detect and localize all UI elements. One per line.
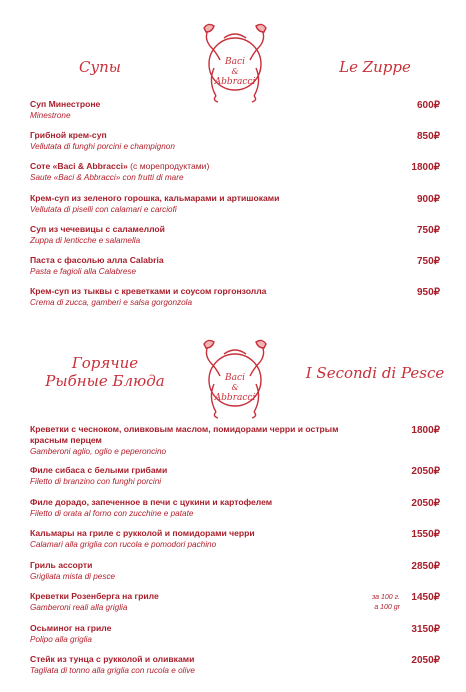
menu-item-name	[30, 161, 360, 172]
menu-item-name	[30, 286, 360, 297]
menu-item-name	[30, 424, 360, 446]
menu-item-italian: Vellutata di piselli con calamari e carciofi	[30, 205, 177, 214]
menu-item-price: 3150₽	[411, 624, 440, 635]
menu-item-italian: Filetto di branzino con funghi porcini	[30, 477, 162, 486]
menu-item-italian: Zuppa di lenticche e salamella	[30, 236, 141, 245]
soups-header	[0, 0, 466, 100]
logo-text-3: Abbracci	[214, 77, 256, 87]
soups-title-it: Le Zuppe	[339, 58, 411, 76]
menu-item-price: 2050₽	[411, 655, 440, 666]
menu-item	[30, 654, 440, 676]
menu-item-unit-ru: за 100 г.	[371, 594, 400, 601]
logo-text-1: Baci	[225, 373, 245, 383]
menu-item-unit-it: a 100 gr	[374, 604, 400, 611]
menu-item-name	[30, 255, 360, 266]
menu-item-name	[30, 497, 360, 508]
menu-item-italian: Minestrone	[30, 111, 71, 120]
menu-item-name-text: Крем-суп из зеленого горошка, кальмарами и артишоками	[30, 193, 280, 203]
menu-item-price: 900₽	[416, 194, 440, 205]
menu-item-italian: Filetto di orata al forno con zucchine e patate	[30, 509, 194, 518]
menu-item-name-text: Креветки с чесноком, оливковым маслом, помидорами черри и острым красным перцем	[30, 424, 339, 445]
menu-item-name-text: Гриль ассорти	[30, 560, 93, 570]
menu-item-price: 1800₽	[411, 425, 440, 436]
menu-item-italian: Grigliata mista di pesce	[30, 572, 116, 581]
menu-item-name	[30, 528, 360, 539]
menu-item-price: 750₽	[416, 256, 440, 267]
menu-item-unit	[372, 593, 400, 613]
menu-item-italian: Tagliata di tonno alla griglia con rucola e olive	[30, 666, 195, 675]
logo-text-2: &	[231, 67, 239, 76]
menu-item-name	[30, 465, 360, 476]
menu-item-name-text: Суп из чечевицы с саламеллой	[30, 224, 165, 234]
menu-item-italian: Gamberoni reali alla griglia	[30, 603, 128, 612]
menu-item-price: 950₽	[416, 287, 440, 298]
fish-section	[0, 326, 466, 675]
soups-list	[30, 99, 440, 317]
menu-item-name-text: Грибной крем-суп	[30, 130, 107, 140]
menu-item	[30, 255, 440, 277]
menu-item-name	[30, 193, 360, 204]
menu-item-italian: Vellutata di funghi porcini e champignon	[30, 142, 175, 151]
fish-title-ru-line2: Рыбные Блюда	[45, 372, 165, 390]
menu-item-italian: Calamari alla griglia con rucola e pomodori pachino	[30, 540, 217, 549]
fish-header	[0, 326, 466, 426]
menu-item-italian: Saute «Baci & Abbracci» con frutti di mare	[30, 173, 184, 182]
menu-item-italian: Pasta e fagioli alla Calabrese	[30, 267, 137, 276]
fish-list	[30, 424, 440, 685]
menu-item-name	[30, 224, 360, 235]
menu-item-name	[30, 623, 360, 634]
menu-item-name-text: Филе сибаса с белыми грибами	[30, 465, 168, 475]
soups-section	[0, 0, 466, 307]
menu-item-price: 2050₽	[411, 466, 440, 477]
menu-item	[30, 465, 440, 487]
menu-item-italian: Gamberoni aglio, oglio e peperoncino	[30, 447, 167, 456]
menu-item-name	[30, 99, 360, 110]
logo-text-1: Baci	[225, 57, 245, 67]
soups-title-ru: Супы	[78, 58, 122, 76]
menu-item-name-text: Суп Минестроне	[30, 99, 101, 109]
menu-item-name-text: Креветки Розенберга на гриле	[30, 591, 159, 601]
menu-item-name-text: Крем-суп из тыквы с креветками и соусом горгонзолла	[30, 286, 267, 296]
fish-title-ru	[40, 354, 170, 390]
menu-item	[30, 560, 440, 582]
menu-item-name-text: Стейк из тунца с рукколой и оливками	[30, 654, 195, 664]
menu-item-name-text: Соте «Baci & Abbracci»	[30, 161, 128, 171]
menu-item-note: (с морепродуктами)	[127, 161, 210, 171]
menu-item-price: 850₽	[416, 131, 440, 142]
logo-text-2: &	[231, 383, 239, 392]
menu-item	[30, 224, 440, 246]
menu-item	[30, 161, 440, 183]
logo-text-3: Abbracci	[214, 393, 256, 403]
menu-item-name-text: Филе дорадо, запеченное в печи с цукини и картофелем	[30, 497, 273, 507]
menu-item-italian: Crema di zucca, gamberi e salsa gorgonzola	[30, 298, 193, 307]
menu-item-price: 1800₽	[411, 162, 440, 173]
menu-item-name-text: Осьминог на гриле	[30, 623, 112, 633]
menu-item-price: 750₽	[416, 225, 440, 236]
menu-item-price: 600₽	[416, 100, 440, 111]
menu-item-italian: Polipo alla griglia	[30, 635, 92, 644]
menu-item	[30, 99, 440, 121]
menu-item	[30, 497, 440, 519]
menu-item-price: 2050₽	[411, 498, 440, 509]
menu-item-price: 2850₽	[411, 561, 440, 572]
menu-item	[30, 528, 440, 550]
menu-item	[30, 424, 440, 457]
lobster-logo	[190, 16, 280, 106]
menu-item	[30, 193, 440, 215]
menu-item	[30, 130, 440, 152]
menu-item	[30, 286, 440, 308]
menu-item-price: 1550₽	[411, 529, 440, 540]
lobster-logo	[190, 332, 280, 422]
fish-title-it: I Secondi di Pesce	[305, 364, 445, 382]
menu-item-name	[30, 130, 360, 141]
fish-title-ru-line1: Горячие	[71, 354, 139, 372]
menu-item-name-text: Кальмары на гриле с рукколой и помидорами черри	[30, 528, 255, 538]
menu-item-name-text: Паста с фасолью алла Calabria	[30, 255, 164, 265]
menu-item-price: 1450₽	[411, 592, 440, 603]
menu-item-name	[30, 654, 360, 665]
menu-item-name	[30, 591, 360, 602]
menu-item-name	[30, 560, 360, 571]
menu-item	[30, 623, 440, 645]
menu-item	[30, 591, 440, 613]
